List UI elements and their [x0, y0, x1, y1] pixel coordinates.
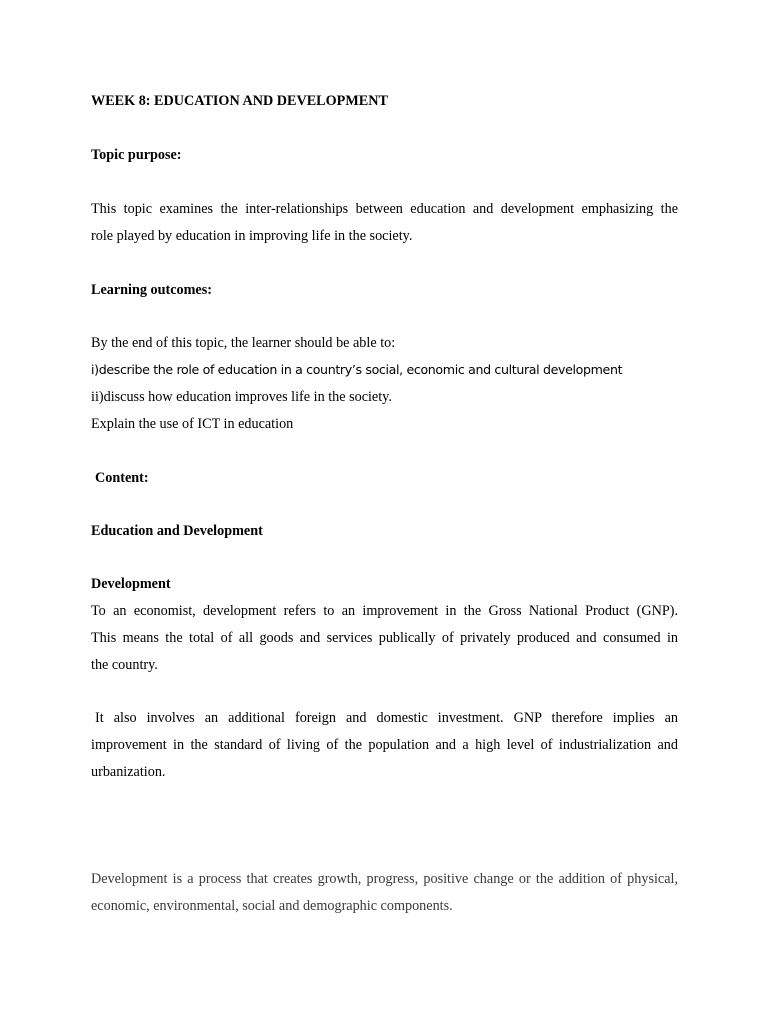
learning-outcome-item-1: i)describe the role of education in a country’s social, economic and cultural development — [91, 362, 623, 377]
development-paragraph-2-line-1: It also involves an additional foreign and domestic investment. GNP therefore implies an — [95, 710, 678, 726]
topic-purpose-label: Topic purpose: — [91, 147, 182, 163]
document-heading: WEEK 8: EDUCATION AND DEVELOPMENT — [91, 93, 388, 109]
development-title: Development — [91, 576, 171, 592]
learning-outcome-item-2: ii)discuss how education improves life in the society. — [91, 389, 392, 405]
learning-outcome-item-3: Explain the use of ICT in education — [91, 416, 294, 432]
learning-outcomes-intro: By the end of this topic, the learner should be able to: — [91, 335, 396, 351]
development-paragraph-1-line-3: the country. — [91, 657, 158, 673]
development-paragraph-2-line-2: improvement in the standard of living of the population and a high level of industrialization and — [91, 737, 678, 753]
development-paragraph-1-line-2: This means the total of all goods and services publically of privately produced and consumed in — [91, 630, 678, 646]
development-paragraph-3-line-1: Development is a process that creates growth, progress, positive change or the addition of physical, — [91, 871, 678, 887]
learning-outcomes-label: Learning outcomes: — [91, 282, 212, 298]
section-title: Education and Development — [91, 523, 263, 539]
development-paragraph-1-line-1: To an economist, development refers to an improvement in the Gross National Product (GNP). — [91, 603, 678, 619]
topic-purpose-line-1: This topic examines the inter-relationships between education and development emphasizing the — [91, 201, 678, 217]
content-label: Content: — [95, 470, 149, 486]
development-paragraph-3-line-2: economic, environmental, social and demographic components. — [91, 898, 453, 914]
development-paragraph-2-line-3: urbanization. — [91, 764, 166, 780]
topic-purpose-line-2: role played by education in improving life in the society. — [91, 228, 413, 244]
